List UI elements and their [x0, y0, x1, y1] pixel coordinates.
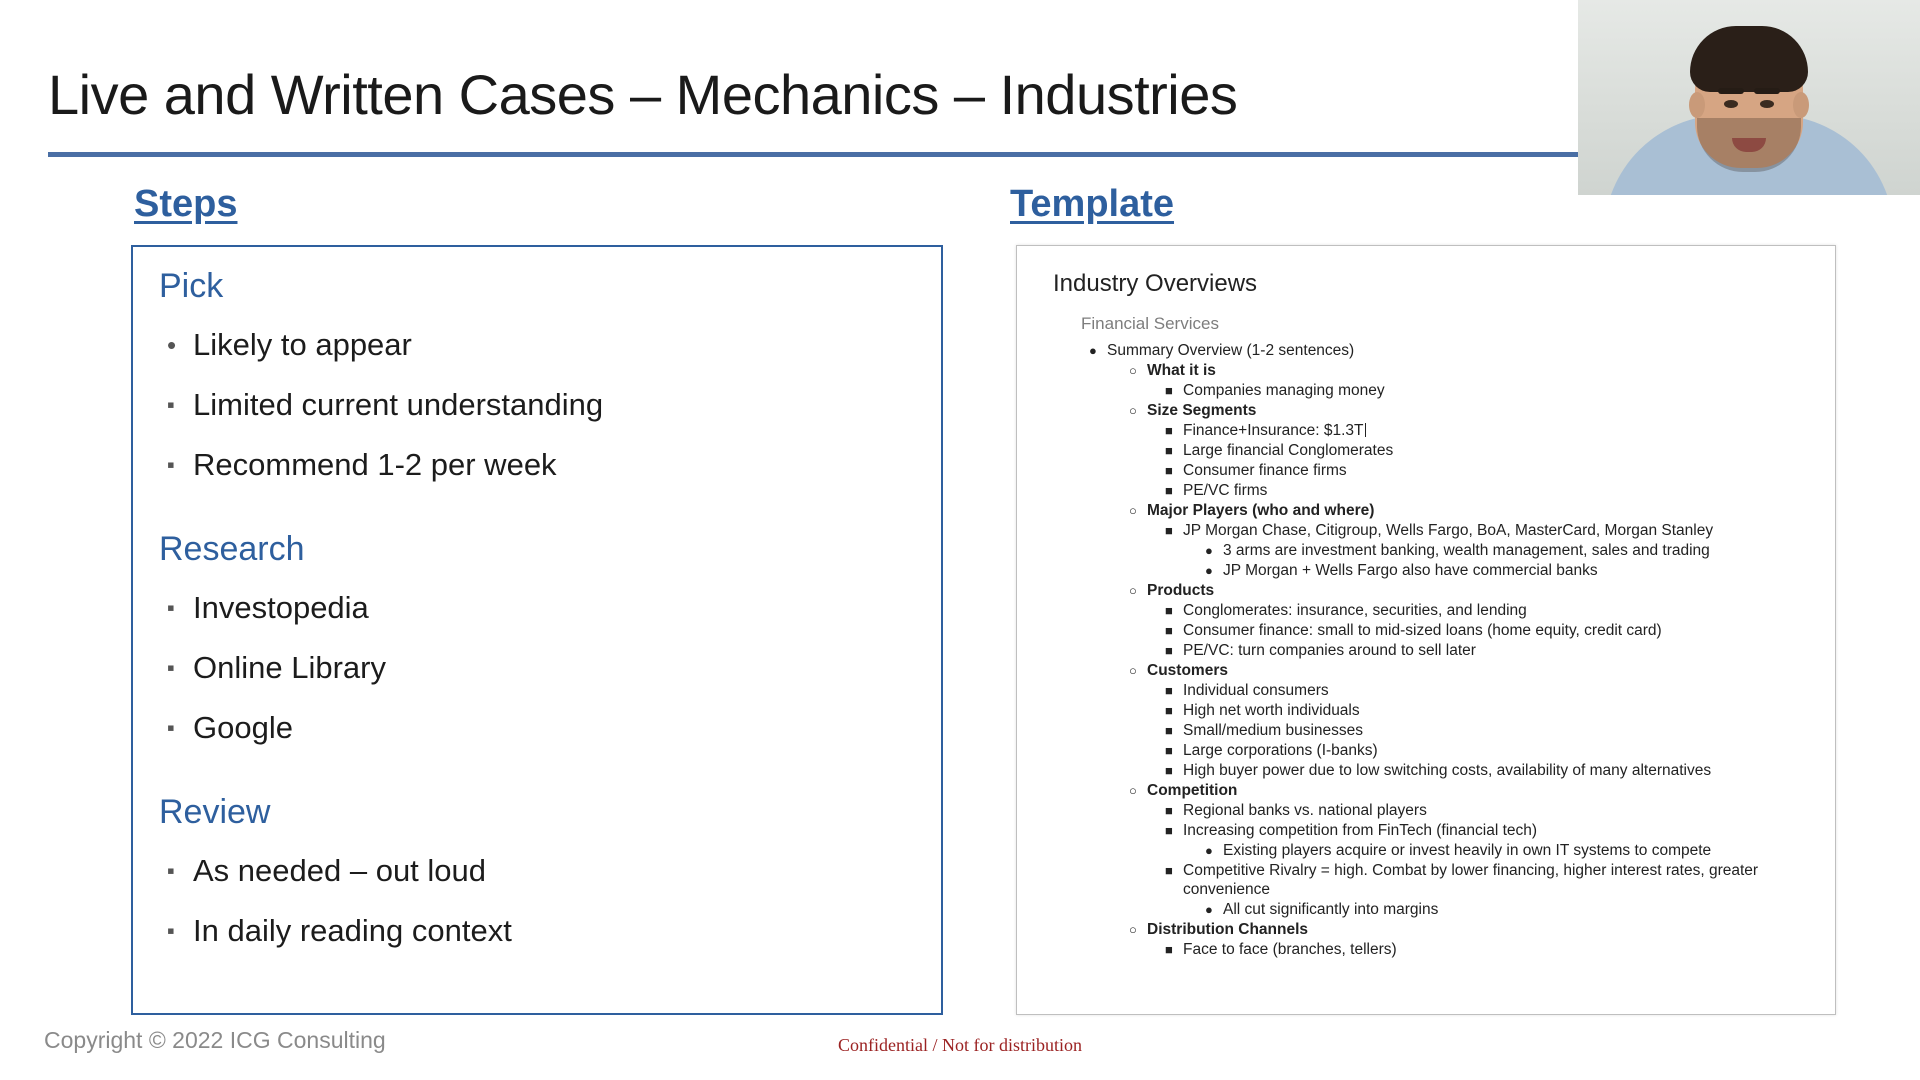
template-column-heading: Template	[1010, 183, 1175, 225]
presenter-eye-left	[1724, 100, 1738, 108]
outline-item	[1165, 702, 1809, 721]
outline-bullet-icon: ■	[1165, 703, 1173, 718]
outline-item	[1129, 582, 1809, 601]
steps-group-title: Pick	[159, 267, 224, 305]
outline-item-text: Summary Overview (1-2 sentences)	[1107, 342, 1355, 359]
list-item	[159, 587, 915, 629]
outline-item-text: Conglomerates: insurance, securities, and lending	[1183, 602, 1527, 619]
outline-item	[1205, 842, 1809, 861]
outline-bullet-icon: ■	[1165, 483, 1173, 498]
outline-bullet-icon: ■	[1165, 623, 1173, 638]
outline-bullet-icon: ■	[1165, 803, 1173, 818]
outline-item-text: Large corporations (I-banks)	[1183, 742, 1378, 759]
outline-bullet-icon: ■	[1165, 863, 1173, 878]
outline-item	[1165, 862, 1809, 899]
outline-bullet-icon: ■	[1165, 603, 1173, 618]
outline-bullet-icon: ○	[1129, 663, 1137, 678]
presenter-ear-right	[1793, 92, 1809, 118]
outline-item	[1129, 921, 1809, 940]
template-document	[1016, 245, 1836, 1015]
outline-bullet-icon: ■	[1165, 643, 1173, 658]
outline-item-text: 3 arms are investment banking, wealth management, sales and trading	[1223, 542, 1710, 559]
outline-item	[1205, 542, 1809, 561]
list-item	[159, 324, 915, 366]
text-cursor	[1365, 423, 1366, 437]
outline-item-text: Distribution Channels	[1147, 920, 1309, 938]
steps-group-gap	[159, 749, 915, 793]
webcam-overlay	[1578, 0, 1920, 195]
outline-item	[1165, 722, 1809, 741]
list-item-label: Google	[193, 710, 293, 745]
bullet-marker-icon: ▪	[167, 715, 175, 740]
outline-item	[1165, 742, 1809, 761]
presenter-brow-right	[1754, 88, 1780, 94]
document-title: Industry Overviews	[1053, 270, 1258, 297]
title-divider	[48, 152, 1578, 157]
outline-item-text: JP Morgan Chase, Citigroup, Wells Fargo, BoA, MasterCard, Morgan Stanley	[1183, 522, 1714, 539]
outline-item	[1205, 562, 1809, 581]
list-item-label: Likely to appear	[193, 327, 412, 362]
list-item	[159, 910, 915, 952]
list-item-label: Limited current understanding	[193, 387, 604, 422]
outline-item-text: PE/VC firms	[1183, 482, 1268, 499]
outline-item	[1165, 602, 1809, 621]
bullet-marker-icon: ▪	[167, 392, 175, 417]
outline-item-text: Size Segments	[1147, 402, 1257, 419]
outline-item-text: Finance+Insurance: $1.3T	[1183, 422, 1364, 439]
outline-bullet-icon: ■	[1165, 423, 1173, 438]
outline-item-text: Individual consumers	[1183, 682, 1329, 699]
outline-item	[1129, 362, 1809, 381]
outline-bullet-icon: ○	[1129, 363, 1137, 378]
outline-item-text: Regional banks vs. national players	[1183, 802, 1427, 819]
outline-bullet-icon: ■	[1165, 683, 1173, 698]
presenter-ear-left	[1689, 92, 1705, 118]
outline-bullet-icon: ■	[1165, 443, 1173, 458]
outline-bullet-icon: ○	[1129, 921, 1137, 937]
list-item	[159, 444, 915, 486]
list-item	[159, 707, 915, 749]
outline-item-text: Increasing competition from FinTech (financial tech)	[1183, 822, 1538, 839]
outline-item-text: High buyer power due to low switching costs, availability of many alternatives	[1183, 762, 1712, 779]
document-outline	[1053, 342, 1809, 959]
outline-item-text: Competition	[1147, 782, 1238, 799]
outline-item	[1165, 482, 1809, 501]
outline-item-text: What it is	[1147, 362, 1216, 379]
outline-bullet-icon: ○	[1129, 403, 1137, 418]
outline-item	[1129, 502, 1809, 521]
copyright-text: Copyright © 2022 ICG Consulting	[44, 1027, 386, 1053]
outline-bullet-icon: ■	[1165, 823, 1173, 838]
outline-item	[1165, 802, 1809, 821]
list-item-label: Recommend 1-2 per week	[193, 447, 557, 482]
outline-bullet-icon: ○	[1129, 783, 1137, 798]
outline-item-text: Customers	[1147, 662, 1228, 679]
outline-item-text: Existing players acquire or invest heavily in own IT systems to compete	[1223, 842, 1712, 859]
outline-item-text: Competitive Rivalry = high. Combat by lower financing, higher interest rates, greater convenience	[1183, 862, 1759, 898]
outline-item	[1165, 382, 1809, 401]
list-item-label: In daily reading context	[193, 913, 512, 948]
page-title: Live and Written Cases – Mechanics – Industries	[48, 63, 1238, 126]
outline-bullet-icon: ■	[1165, 383, 1173, 398]
outline-item	[1165, 622, 1809, 641]
outline-item-text: Face to face (branches, tellers)	[1183, 940, 1397, 958]
outline-bullet-icon: ●	[1089, 343, 1097, 358]
bullet-marker-icon: ▪	[167, 858, 175, 883]
list-item	[159, 850, 915, 892]
bullet-marker-icon: ▪	[167, 655, 175, 680]
outline-bullet-icon: ■	[1165, 463, 1173, 478]
steps-group-gap	[159, 486, 915, 530]
outline-item	[1165, 462, 1809, 481]
outline-item	[1165, 642, 1809, 661]
outline-bullet-icon: ■	[1165, 941, 1173, 957]
outline-item	[1165, 762, 1809, 781]
confidential-notice: Confidential / Not for distribution	[838, 1035, 1082, 1055]
steps-list	[133, 247, 941, 952]
outline-bullet-icon: ■	[1165, 743, 1173, 758]
list-item	[159, 384, 915, 426]
outline-item	[1129, 402, 1809, 421]
bullet-marker-icon: •	[167, 330, 177, 360]
list-item-label: Online Library	[193, 650, 386, 685]
outline-item	[1089, 342, 1809, 361]
presenter-brow-left	[1718, 88, 1744, 94]
outline-bullet-icon: ●	[1205, 563, 1213, 578]
outline-bullet-icon: ●	[1205, 843, 1213, 858]
steps-group-title: Research	[159, 530, 305, 568]
outline-item-text: JP Morgan + Wells Fargo also have commercial banks	[1223, 562, 1598, 579]
outline-item	[1165, 682, 1809, 701]
outline-item-text: PE/VC: turn companies around to sell later	[1183, 642, 1476, 659]
outline-bullet-icon: ○	[1129, 503, 1137, 518]
outline-bullet-icon: ●	[1205, 901, 1213, 917]
document-body	[1017, 246, 1835, 971]
outline-item-text: High net worth individuals	[1183, 702, 1360, 719]
steps-panel	[131, 245, 943, 1015]
outline-item-text: Products	[1147, 582, 1215, 599]
outline-item	[1165, 941, 1809, 960]
outline-item	[1165, 442, 1809, 461]
outline-item-text: Small/medium businesses	[1183, 722, 1364, 739]
list-item-label: Investopedia	[193, 590, 369, 625]
outline-bullet-icon: ■	[1165, 723, 1173, 738]
bullet-marker-icon: ▪	[167, 918, 175, 943]
outline-bullet-icon: ●	[1205, 543, 1213, 558]
outline-bullet-icon: ■	[1165, 763, 1173, 778]
outline-item	[1205, 901, 1809, 920]
bullet-marker-icon: ▪	[167, 595, 175, 620]
steps-column-heading: Steps	[134, 183, 238, 225]
outline-item-text: Companies managing money	[1183, 382, 1385, 399]
outline-bullet-icon: ■	[1165, 523, 1173, 538]
document-subtitle: Financial Services	[1081, 314, 1219, 333]
outline-item	[1165, 822, 1809, 841]
outline-item-text: Consumer finance: small to mid-sized loans (home equity, credit card)	[1183, 622, 1662, 639]
outline-item	[1165, 422, 1809, 441]
outline-item	[1129, 782, 1809, 801]
outline-item-text: All cut significantly into margins	[1223, 900, 1439, 918]
outline-item-text: Large financial Conglomerates	[1183, 442, 1394, 459]
steps-group-title: Review	[159, 793, 271, 831]
outline-item-text: Consumer finance firms	[1183, 462, 1347, 479]
presenter-eye-right	[1760, 100, 1774, 108]
presenter-hair	[1690, 26, 1808, 92]
bullet-marker-icon: ▪	[167, 452, 175, 477]
outline-bullet-icon: ○	[1129, 583, 1137, 598]
outline-item	[1129, 662, 1809, 681]
list-item	[159, 647, 915, 689]
outline-item	[1165, 522, 1809, 541]
list-item-label: As needed – out loud	[193, 853, 487, 888]
outline-item-text: Major Players (who and where)	[1147, 502, 1375, 519]
